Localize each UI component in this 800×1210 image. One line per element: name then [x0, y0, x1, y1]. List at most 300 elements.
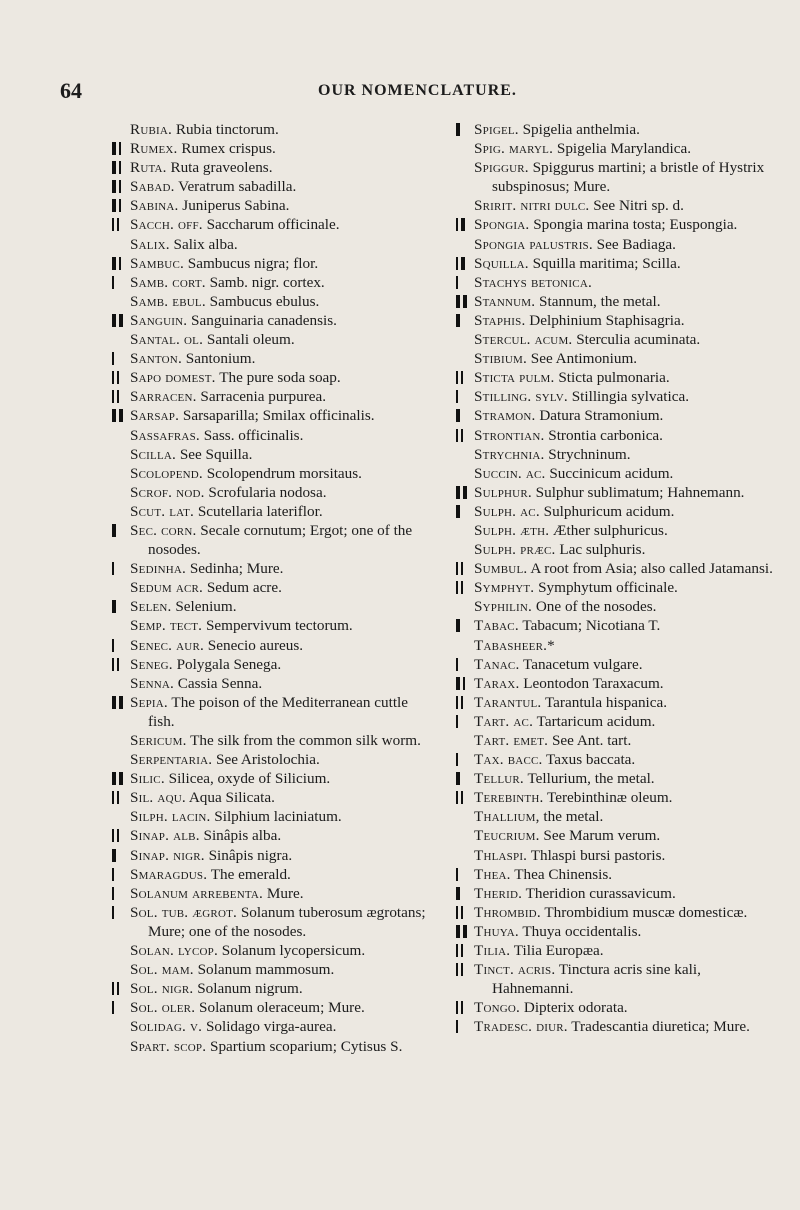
- entry-abbreviation: Spig. maryl.: [474, 140, 554, 158]
- entry-abbreviation: Thuya.: [474, 922, 519, 940]
- grade-marker-icon: [456, 788, 472, 807]
- grade-marker-icon: [456, 406, 472, 425]
- nomenclature-entry: [130, 254, 437, 273]
- nomenclature-entry: [130, 674, 437, 693]
- nomenclature-entry: [130, 788, 437, 807]
- entry-abbreviation: Syphilin.: [474, 598, 533, 616]
- grade-marker-icon: [112, 273, 128, 292]
- grade-marker-icon: [112, 120, 128, 139]
- nomenclature-entry: [130, 616, 437, 635]
- nomenclature-entry: [130, 998, 437, 1017]
- entry-description: Saccharum officinale.: [206, 216, 340, 234]
- grade-marker-icon: [112, 807, 128, 826]
- entry-abbreviation: Sulph. æth.: [474, 521, 550, 539]
- entry-description: Rubia tinctorum.: [175, 121, 279, 138]
- entry-description: Mure.: [266, 884, 304, 902]
- entry-abbreviation: Scrof. nod.: [130, 483, 205, 501]
- entry-abbreviation: Stercul. acum.: [474, 331, 573, 349]
- nomenclature-entry: [130, 846, 437, 865]
- grade-marker-icon: [112, 483, 128, 502]
- nomenclature-entry: [474, 826, 781, 845]
- running-title: OUR NOMENCLATURE.: [318, 82, 517, 99]
- grade-marker-icon: [456, 502, 472, 521]
- entry-description: Solanum lycopersicum.: [221, 942, 366, 960]
- nomenclature-entry: [474, 693, 781, 712]
- grade-marker-icon: [112, 521, 128, 540]
- entry-description: Stillingia sylvatica.: [571, 388, 689, 406]
- grade-marker-icon: [112, 693, 128, 712]
- entry-abbreviation: Thea.: [474, 865, 511, 883]
- entry-abbreviation: Senna.: [130, 674, 174, 692]
- entry-abbreviation: Tart. ac.: [474, 712, 534, 730]
- grade-marker-icon: [112, 215, 128, 234]
- grade-marker-icon: [456, 1017, 472, 1036]
- grade-marker-icon: [112, 960, 128, 979]
- entry-description: Tinctura acris sine kali, Hahnemanni.: [492, 961, 701, 998]
- entry-description: Sinâpis nigra.: [208, 846, 293, 864]
- nomenclature-entry: [474, 884, 781, 903]
- nomenclature-entry: [130, 521, 437, 559]
- grade-marker-icon: [112, 998, 128, 1017]
- nomenclature-entry: [474, 215, 781, 234]
- entry-abbreviation: Succin. ac.: [474, 464, 546, 482]
- nomenclature-entry: [474, 426, 781, 445]
- entry-description: the metal.: [543, 808, 604, 826]
- nomenclature-entry: [130, 235, 437, 254]
- nomenclature-entry: [130, 483, 437, 502]
- nomenclature-entry: [130, 655, 437, 674]
- nomenclature-entry: [130, 731, 437, 750]
- grade-marker-icon: [456, 139, 472, 158]
- entry-description: Santonium.: [185, 350, 256, 368]
- entry-description: Leontodon Taraxacum.: [523, 674, 664, 692]
- nomenclature-entry: [130, 158, 437, 177]
- nomenclature-entry: [474, 120, 781, 139]
- entry-abbreviation: Sumbul.: [474, 560, 528, 578]
- entry-description: Tilia Europæa.: [513, 942, 604, 960]
- entry-abbreviation: Spiggur.: [474, 159, 529, 177]
- nomenclature-entry: [130, 273, 437, 292]
- nomenclature-entry: [130, 330, 437, 349]
- nomenclature-entry: [474, 922, 781, 941]
- nomenclature-entry: [130, 426, 437, 445]
- entry-description: Succinicum acidum.: [549, 464, 674, 482]
- entry-description: Strontia carbonica.: [548, 426, 663, 444]
- nomenclature-entry: [130, 215, 437, 234]
- grade-marker-icon: [456, 674, 472, 693]
- entry-description: Tartaricum acidum.: [536, 712, 656, 730]
- entry-abbreviation: Strychnia.: [474, 445, 545, 463]
- entry-abbreviation: Tongo.: [474, 999, 521, 1017]
- grade-marker-icon: [456, 292, 472, 311]
- entry-description: Spartium scoparium; Cytisus S.: [210, 1037, 403, 1055]
- grade-marker-icon: [112, 769, 128, 788]
- grade-marker-icon: [456, 960, 472, 979]
- entry-description: Salix alba.: [173, 235, 238, 253]
- entry-abbreviation: Tabac.: [474, 617, 519, 635]
- grade-marker-icon: [456, 540, 472, 559]
- entry-abbreviation: Sol. oler.: [130, 999, 196, 1017]
- entry-description: Solanum nigrum.: [197, 980, 303, 998]
- nomenclature-entry: [474, 807, 781, 826]
- grade-marker-icon: [112, 731, 128, 750]
- grade-marker-icon: [456, 998, 472, 1017]
- grade-marker-icon: [456, 235, 472, 254]
- grade-marker-icon: [456, 215, 472, 234]
- grade-marker-icon: [112, 674, 128, 693]
- entry-description: Sulphur sublimatum; Hahnemann.: [535, 483, 745, 501]
- nomenclature-entry: [130, 1017, 437, 1036]
- entry-abbreviation: Strontian.: [474, 426, 545, 444]
- grade-marker-icon: [112, 597, 128, 616]
- entry-description: Tellurium, the metal.: [527, 770, 655, 788]
- grade-marker-icon: [112, 235, 128, 254]
- entry-abbreviation: Selen.: [130, 598, 172, 616]
- nomenclature-entry: [474, 597, 781, 616]
- page-number: 64: [60, 78, 82, 103]
- grade-marker-icon: [456, 846, 472, 865]
- entry-description: Thuya occidentalis.: [522, 922, 642, 940]
- right-column: [456, 120, 781, 1037]
- nomenclature-entry: [474, 960, 781, 998]
- entry-abbreviation: Spongia palustris.: [474, 235, 593, 253]
- entry-description: Veratrum sabadilla.: [178, 178, 297, 196]
- entry-description: Sempervivum tectorum.: [205, 617, 353, 635]
- nomenclature-entry: [130, 960, 437, 979]
- grade-marker-icon: [456, 254, 472, 273]
- grade-marker-icon: [456, 941, 472, 960]
- entry-abbreviation: Santal. ol.: [130, 331, 204, 349]
- nomenclature-entry: [474, 292, 781, 311]
- entry-abbreviation: Solan. lycop.: [130, 942, 218, 960]
- grade-marker-icon: [112, 826, 128, 845]
- nomenclature-entry: [474, 559, 781, 578]
- entry-description: Lac sulphuris.: [559, 541, 646, 559]
- nomenclature-entry: [474, 368, 781, 387]
- entry-abbreviation: Serpentaria.: [130, 751, 213, 769]
- grade-marker-icon: [112, 788, 128, 807]
- entry-description: Sterculia acuminata.: [576, 331, 701, 349]
- entry-description: Sedinha; Mure.: [189, 560, 284, 578]
- entry-description: Sinâpis alba.: [203, 827, 282, 845]
- entry-abbreviation: Tinct. acris.: [474, 961, 556, 979]
- left-column: [112, 120, 437, 1056]
- entry-abbreviation: Sticta pulm.: [474, 369, 555, 387]
- nomenclature-entry: [474, 750, 781, 769]
- nomenclature-entry: [474, 616, 781, 635]
- entry-abbreviation: Sec. corn.: [130, 521, 197, 539]
- entry-abbreviation: Sulph. præc.: [474, 541, 556, 559]
- entry-description: The emerald.: [210, 865, 291, 883]
- entry-abbreviation: Silph. lacin.: [130, 808, 211, 826]
- nomenclature-entry: [474, 464, 781, 483]
- nomenclature-entry: [474, 349, 781, 368]
- grade-marker-icon: [456, 483, 472, 502]
- grade-marker-icon: [456, 311, 472, 330]
- grade-marker-icon: [456, 273, 472, 292]
- grade-marker-icon: [112, 387, 128, 406]
- grade-marker-icon: [112, 292, 128, 311]
- grade-marker-icon: [456, 769, 472, 788]
- grade-marker-icon: [112, 578, 128, 597]
- entry-abbreviation: Silic.: [130, 770, 165, 788]
- entry-abbreviation: Sririt. nitri dulc.: [474, 197, 590, 215]
- nomenclature-entry: [474, 311, 781, 330]
- entry-description: Theridion curassavicum.: [525, 884, 676, 902]
- entry-abbreviation: Sinap. nigr.: [130, 846, 205, 864]
- entry-description: Symphytum officinale.: [538, 579, 678, 597]
- grade-marker-icon: [456, 807, 472, 826]
- entry-description: Solanum tuberosum ægrotans; Mure; one of the nosodes.: [148, 903, 426, 940]
- nomenclature-entry: [474, 846, 781, 865]
- grade-marker-icon: [112, 502, 128, 521]
- entry-abbreviation: Rubia.: [130, 121, 173, 138]
- entry-abbreviation: Symphyt.: [474, 579, 535, 597]
- nomenclature-entry: [130, 559, 437, 578]
- nomenclature-entry: [130, 139, 437, 158]
- entry-description: Senecio aureus.: [207, 636, 304, 654]
- nomenclature-entry: [130, 368, 437, 387]
- entry-abbreviation: Tradesc. diur.: [474, 1018, 568, 1036]
- nomenclature-entry: [130, 196, 437, 215]
- entry-abbreviation: Sarracen.: [130, 388, 197, 406]
- entry-abbreviation: Spigel.: [474, 121, 519, 138]
- entry-description: Thea Chinensis.: [514, 865, 613, 883]
- entry-abbreviation: Samb. ebul.: [130, 292, 206, 310]
- grade-marker-icon: [456, 616, 472, 635]
- entry-abbreviation: Tarax.: [474, 674, 520, 692]
- entry-description: Strychninum.: [548, 445, 631, 463]
- grade-marker-icon: [112, 616, 128, 635]
- entry-description: Sambucus nigra; flor.: [187, 254, 319, 272]
- entry-abbreviation: Thrombid.: [474, 903, 541, 921]
- entry-abbreviation: Salix.: [130, 235, 170, 253]
- nomenclature-entry: [474, 674, 781, 693]
- entry-description: See Marum verum.: [543, 827, 661, 845]
- grade-marker-icon: [112, 349, 128, 368]
- entry-description: The pure soda soap.: [219, 369, 341, 387]
- entry-description: Tradescantia diuretica; Mure.: [571, 1018, 750, 1036]
- entry-description: Polygala Senega.: [176, 655, 282, 673]
- entry-abbreviation: Seneg.: [130, 655, 173, 673]
- nomenclature-entry: [130, 445, 437, 464]
- entry-description: Sedum acre.: [206, 579, 282, 597]
- grade-marker-icon: [456, 731, 472, 750]
- entry-description: Æther sulphuricus.: [553, 521, 668, 539]
- nomenclature-entry: [130, 349, 437, 368]
- nomenclature-entry: [474, 1017, 781, 1036]
- entry-abbreviation: Tilia.: [474, 942, 511, 960]
- grade-marker-icon: [112, 865, 128, 884]
- grade-marker-icon: [112, 330, 128, 349]
- entry-abbreviation: Sepia.: [130, 693, 168, 711]
- entry-description: Aqua Silicata.: [188, 789, 275, 807]
- entry-abbreviation: Therid.: [474, 884, 523, 902]
- grade-marker-icon: [456, 826, 472, 845]
- nomenclature-entry: [130, 177, 437, 196]
- entry-abbreviation: Sericum.: [130, 732, 187, 749]
- entry-description: Sarsaparilla; Smilax officinalis.: [182, 407, 375, 425]
- grade-marker-icon: [112, 884, 128, 903]
- entry-abbreviation: Spart. scop.: [130, 1037, 207, 1055]
- entry-description: Sticta pulmonaria.: [558, 369, 670, 387]
- nomenclature-entry: [474, 445, 781, 464]
- entry-abbreviation: Sil. aqu.: [130, 789, 186, 807]
- nomenclature-entry: [130, 311, 437, 330]
- entry-abbreviation: Terebinth.: [474, 789, 544, 807]
- entry-abbreviation: Sulph. ac.: [474, 502, 540, 520]
- grade-marker-icon: [456, 636, 472, 655]
- entry-description: Tarantula hispanica.: [544, 693, 668, 711]
- entry-description: Rumex crispus.: [181, 140, 276, 158]
- entry-abbreviation: Sulphur.: [474, 483, 532, 501]
- grade-marker-icon: [456, 922, 472, 941]
- nomenclature-entry: [130, 636, 437, 655]
- nomenclature-entry: [474, 483, 781, 502]
- entry-abbreviation: Sapo domest.: [130, 369, 216, 387]
- entry-description: Juniperus Sabina.: [182, 197, 290, 215]
- nomenclature-entry: [474, 139, 781, 158]
- entry-abbreviation: Sinap. alb.: [130, 827, 200, 845]
- entry-abbreviation: Solidag. v.: [130, 1018, 203, 1036]
- entry-description: Ruta graveolens.: [170, 159, 273, 177]
- grade-marker-icon: [112, 559, 128, 578]
- entry-description: See Badiaga.: [596, 235, 676, 253]
- nomenclature-entry: [474, 865, 781, 884]
- nomenclature-entry: [474, 903, 781, 922]
- entry-description: Datura Stramonium.: [539, 407, 664, 425]
- entry-abbreviation: Teucrium.: [474, 827, 540, 845]
- entry-abbreviation: Santon.: [130, 350, 182, 368]
- grade-marker-icon: [456, 464, 472, 483]
- entry-abbreviation: Stilling. sylv.: [474, 388, 568, 406]
- grade-marker-icon: [456, 445, 472, 464]
- entry-description: Tanacetum vulgare.: [522, 655, 643, 673]
- entry-abbreviation: Sabina.: [130, 197, 179, 215]
- nomenclature-entry: [130, 578, 437, 597]
- nomenclature-entry: [474, 502, 781, 521]
- grade-marker-icon: [456, 387, 472, 406]
- grade-marker-icon: [112, 750, 128, 769]
- nomenclature-entry: [130, 502, 437, 521]
- entry-abbreviation: Rumex.: [130, 140, 178, 158]
- nomenclature-entry: [474, 712, 781, 731]
- entry-description: Scutellaria lateriflor.: [197, 502, 323, 520]
- entry-description: Sambucus ebulus.: [209, 292, 320, 310]
- entry-abbreviation: Tellur.: [474, 770, 524, 788]
- grade-marker-icon: [456, 597, 472, 616]
- entry-abbreviation: Scut. lat.: [130, 502, 195, 520]
- entry-abbreviation: Sedum acr.: [130, 579, 204, 597]
- grade-marker-icon: [456, 368, 472, 387]
- entry-description: Solanum mammosum.: [197, 961, 335, 979]
- entry-abbreviation: Scolopend.: [130, 464, 203, 482]
- entry-description: Scolopendrum morsitaus.: [206, 464, 362, 482]
- entry-abbreviation: Sabad.: [130, 178, 175, 196]
- grade-marker-icon: [112, 903, 128, 922]
- grade-marker-icon: [456, 884, 472, 903]
- entry-abbreviation: Thlaspi.: [474, 846, 528, 864]
- grade-marker-icon: [456, 578, 472, 597]
- entry-abbreviation: Semp. tect.: [130, 617, 203, 635]
- grade-marker-icon: [456, 712, 472, 731]
- entry-abbreviation: Squilla.: [474, 254, 529, 272]
- nomenclature-entry: [474, 788, 781, 807]
- grade-marker-icon: [112, 196, 128, 215]
- entry-description: Solidago virga-aurea.: [205, 1018, 337, 1036]
- entry-description: Sulphuricum acidum.: [543, 502, 675, 520]
- entry-abbreviation: Sambuc.: [130, 254, 184, 272]
- entry-description: Cassia Senna.: [177, 674, 263, 692]
- entry-description: Silicea, oxyde of Silicium.: [168, 770, 331, 788]
- entry-description: Dipterix odorata.: [523, 999, 628, 1017]
- nomenclature-entry: [474, 521, 781, 540]
- nomenclature-entry: [474, 273, 781, 292]
- nomenclature-entry: [130, 120, 437, 139]
- grade-marker-icon: [112, 158, 128, 177]
- entry-abbreviation: Sol. tub. ægrot.: [130, 903, 238, 921]
- entry-abbreviation: Sarsap.: [130, 407, 180, 425]
- entry-abbreviation: Sacch. off.: [130, 216, 203, 234]
- nomenclature-entry: [474, 998, 781, 1017]
- entry-description: Spiggurus martini; a bristle of Hystrix subspinosus; Mure.: [492, 159, 765, 196]
- entry-description: See Antimonium.: [530, 350, 638, 368]
- nomenclature-entry: [130, 979, 437, 998]
- grade-marker-icon: [112, 139, 128, 158]
- entry-abbreviation: Sol. mam.: [130, 961, 194, 979]
- entry-abbreviation: Senec. aur.: [130, 636, 204, 654]
- entry-abbreviation: Sedinha.: [130, 560, 187, 578]
- grade-marker-icon: [112, 445, 128, 464]
- entry-description: Silphium laciniatum.: [214, 808, 342, 826]
- entry-description: Sass. officinalis.: [203, 426, 304, 444]
- entry-abbreviation: Staphis.: [474, 311, 526, 329]
- entry-description: A root from Asia; also called Jatamansi.: [530, 560, 773, 578]
- grade-marker-icon: [456, 655, 472, 674]
- grade-marker-icon: [112, 1017, 128, 1036]
- nomenclature-entry: [130, 750, 437, 769]
- entry-description: Selenium.: [175, 598, 237, 616]
- entry-abbreviation: Smaragdus.: [130, 865, 208, 883]
- nomenclature-entry: [130, 597, 437, 616]
- grade-marker-icon: [456, 158, 472, 177]
- nomenclature-entry: [130, 769, 437, 788]
- entry-description: The silk from the common silk worm.: [190, 732, 421, 749]
- entry-abbreviation: Stachys betonica.: [474, 273, 592, 291]
- entry-description: See Aristolochia.: [216, 751, 320, 769]
- entry-abbreviation: Stramon.: [474, 407, 536, 425]
- entry-description: Terebinthinæ oleum.: [547, 789, 673, 807]
- nomenclature-entry: [474, 578, 781, 597]
- entry-description: Scrofularia nodosa.: [208, 483, 327, 501]
- grade-marker-icon: [112, 426, 128, 445]
- grade-marker-icon: [112, 846, 128, 865]
- nomenclature-entry: [474, 158, 781, 196]
- nomenclature-entry: [474, 196, 781, 215]
- grade-marker-icon: [112, 636, 128, 655]
- nomenclature-entry: [130, 826, 437, 845]
- entry-abbreviation: Sassafras.: [130, 426, 200, 444]
- entry-description: Sarracenia purpurea.: [200, 388, 327, 406]
- page-header: [0, 78, 800, 104]
- nomenclature-entry: [130, 865, 437, 884]
- entry-abbreviation: Tax. bacc.: [474, 751, 543, 769]
- nomenclature-entry: [474, 330, 781, 349]
- grade-marker-icon: [456, 521, 472, 540]
- grade-marker-icon: [112, 368, 128, 387]
- nomenclature-entry: [130, 884, 437, 903]
- entry-abbreviation: Tarantul.: [474, 693, 542, 711]
